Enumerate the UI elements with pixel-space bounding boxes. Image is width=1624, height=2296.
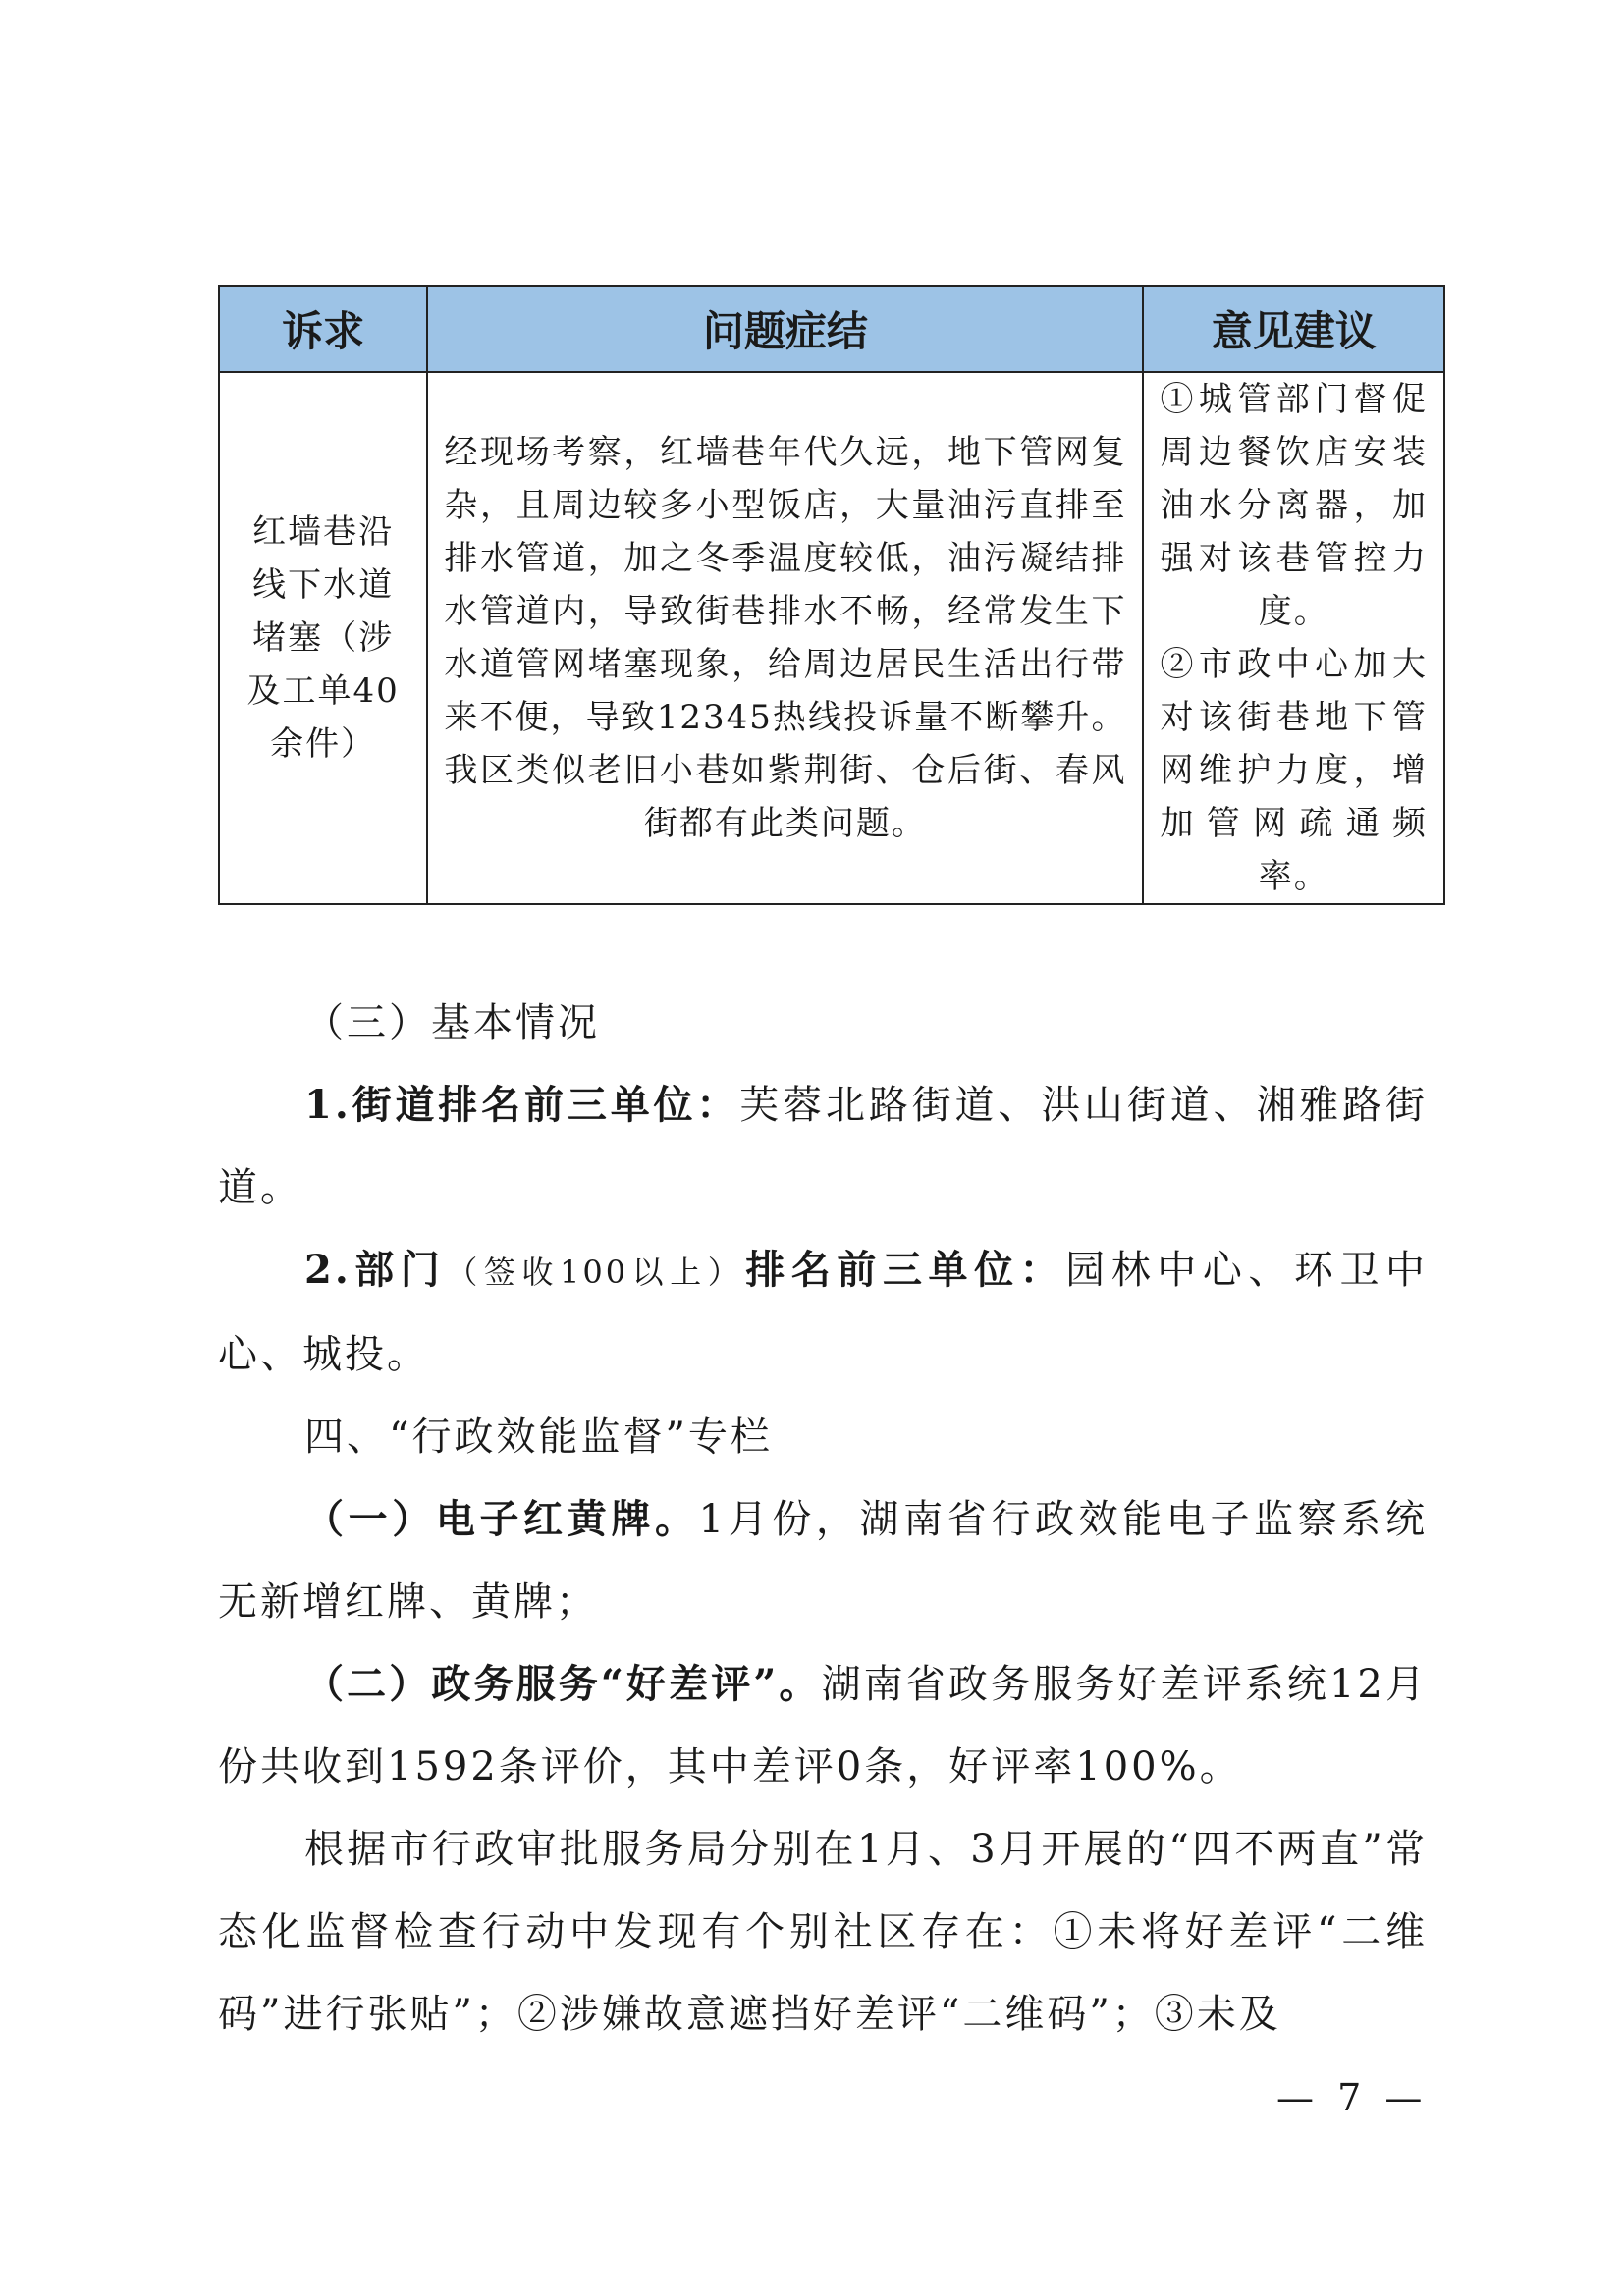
suggestion-list [1144,373,1443,903]
problem-text: 经现场考察，红墙巷年代久远，地下管网复杂，且周边较多小型饭店，大量油污直排至排水管道，加之冬季温度较低，油污凝结排水管道内，导致街巷排水不畅，经常发生下水道管网堵塞现象，给周边居民生活出行带来不便，导致12345热线投诉量不断攀升。我区类似老旧小巷如紫荆街、仓后街、春风街都有此类问题。 [444,433,1127,843]
table-row [219,372,1444,904]
section3-item2 [218,1229,1428,1396]
section4-p3: 根据市行政审批服务局分别在1月、3月开展的“四不两直”常态化监督检查行动中发现有个别社区存在：①未将好差评“二维码”进行张贴”；②涉嫌故意遮挡好差评“二维码”；③未及 [218,1827,1428,2037]
table-header-row [219,286,1444,372]
header-problem: 问题症结 [427,286,1143,372]
cell-problem [427,372,1143,904]
p1-label: （一）电子红黄牌。 [304,1496,699,1542]
section4-p2 [218,1643,1428,1808]
cell-appeal [219,372,427,904]
issue-table [218,285,1445,905]
page-number: — 7 — [1276,2076,1429,2119]
section3-item1 [218,1064,1428,1229]
header-suggestion: 意见建议 [1143,286,1444,372]
item2-label-b: 排名前三单位： [745,1247,1066,1293]
appeal-text: 红墙巷沿线下水道堵塞（涉及工单40余件） [246,512,400,764]
p2-label: （二）政务服务“好差评”。 [304,1661,822,1707]
section4-p1 [218,1478,1428,1643]
item2-label-a: 2.部门 [304,1247,447,1293]
item2-text: 园林中心、环卫中心、城投。 [218,1248,1429,1377]
section4-heading: 四、“行政效能监督”专栏 [304,1415,773,1460]
section3-heading: （三）基本情况 [304,1000,600,1045]
cell-suggestion [1143,372,1444,904]
document-body [218,982,1428,2056]
item1-label: 1.街道排名前三单位： [304,1082,740,1128]
item2-note: （签收100以上） [446,1254,746,1291]
item1-text: 芙蓉北路街道、洪山街道、湘雅路街道。 [218,1083,1429,1210]
suggestion-item: ①城管部门督促周边餐饮店安装油水分离器，加强对该巷管控力度。 [1160,380,1428,631]
p1-text: 1月份，湖南省行政效能电子监察系统无新增红牌、黄牌； [218,1497,1429,1625]
suggestion-item: ②市政中心加大对该街巷地下管网维护力度，增加管网疏通频率。 [1160,645,1428,896]
p2-text: 湖南省政务服务好差评系统12月份共收到1592条评价，其中差评0条，好评率100%。 [218,1662,1428,1789]
header-appeal: 诉求 [219,286,427,372]
